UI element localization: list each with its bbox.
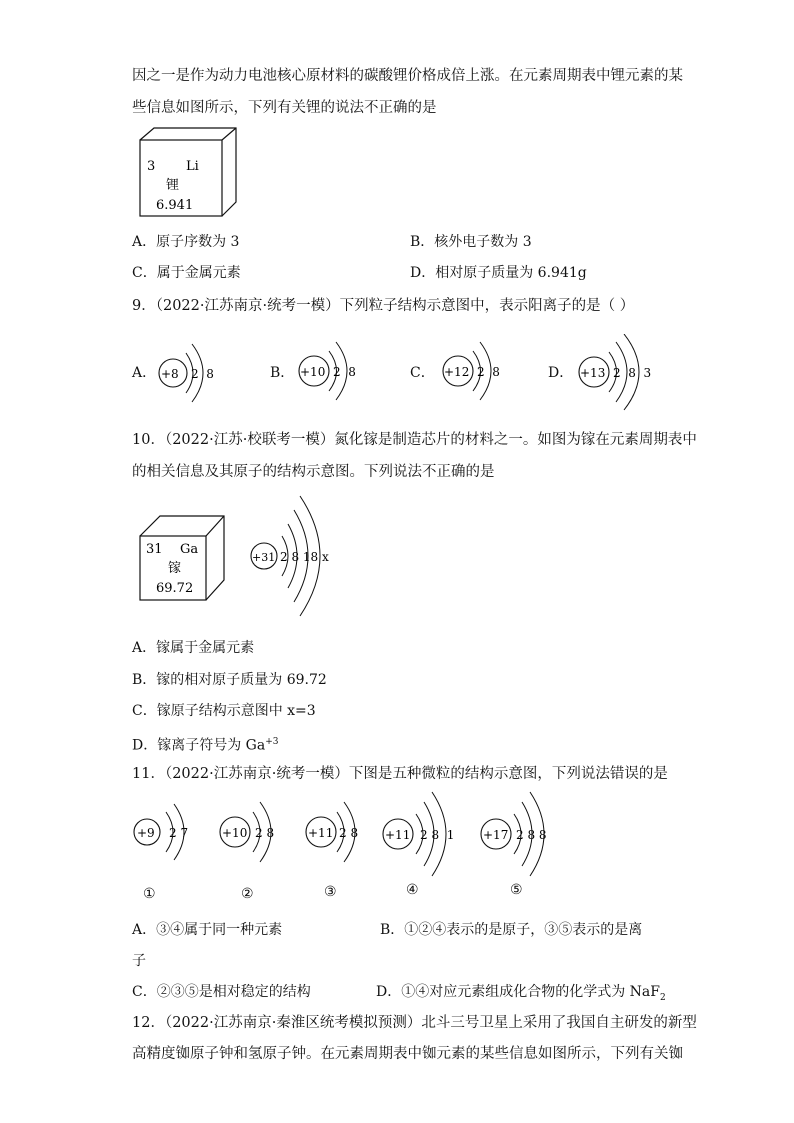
q11-option-d: D．①④对应元素组成化合物的化学式为 NaF$_2$ — [376, 984, 666, 1003]
svg-text:+10: +10 — [300, 365, 326, 379]
svg-text:2 8 1: 2 8 1 — [420, 828, 455, 842]
ga-name: 镓 — [168, 561, 182, 576]
svg-text:2 8 3: 2 8 3 — [613, 366, 652, 380]
q11-option-c: C．②③⑤是相对稳定的结构 — [132, 984, 311, 1000]
q8-option-a: A．原子序数为 3 — [132, 234, 240, 250]
svg-text:+17: +17 — [483, 828, 509, 842]
q11-particle-2 — [218, 800, 288, 864]
li-atomic-number: 3 — [147, 159, 156, 174]
q11-label-2: ② — [241, 886, 254, 902]
q10-stem-line-2: 的相关信息及其原子的结构示意图。下列说法不正确的是 — [132, 464, 495, 480]
q11-label-3: ③ — [324, 884, 337, 900]
q10-option-a: A．镓属于金属元素 — [132, 640, 255, 656]
svg-text:2 8 8: 2 8 8 — [516, 828, 547, 842]
svg-text:+11: +11 — [385, 828, 411, 842]
q10-stem-line-1: 10．（2022·江苏·校联考一模）氮化镓是制造芯片的材料之一。如图为镓在元素周期表中 — [132, 432, 697, 448]
svg-text:2 8: 2 8 — [333, 365, 356, 379]
svg-text:+31: +31 — [252, 551, 276, 564]
ga-element-card — [136, 514, 230, 604]
ga-atomic-number: 31 — [146, 542, 163, 557]
li-name: 锂 — [166, 178, 180, 193]
li-symbol: Li — [186, 159, 199, 174]
svg-text:2 8: 2 8 — [191, 367, 214, 381]
svg-text:+11: +11 — [308, 826, 334, 840]
q11-label-5: ⑤ — [510, 882, 523, 898]
q11-stem: 11．（2022·江苏南京·统考一模）下图是五种微粒的结构示意图，下列说法错误的是 — [132, 766, 668, 782]
q11-option-b: B．①②④表示的是原子，③⑤表示的是离 — [380, 922, 643, 938]
ga-mass: 69.72 — [156, 581, 194, 596]
q8-option-b: B．核外电子数为 3 — [410, 234, 532, 250]
q12-stem-line-2: 高精度铷原子钟和氢原子钟。在元素周期表中铷元素的某些信息如图所示，下列有关铷 — [132, 1046, 683, 1062]
q8-option-c: C．属于金属元素 — [132, 265, 241, 281]
ga-symbol: Ga — [180, 542, 199, 557]
svg-text:2 8 18 x: 2 8 18 x — [280, 550, 329, 564]
q11-label-4: ④ — [406, 882, 419, 898]
svg-text:2 8: 2 8 — [255, 826, 275, 840]
q9-option-c-diagram — [440, 340, 510, 406]
li-element-card — [136, 126, 246, 220]
svg-text:+13: +13 — [580, 366, 606, 380]
q11-option-b-continued: 子 — [132, 953, 146, 969]
q8-option-d: D．相对原子质量为 6.941g — [410, 265, 587, 281]
svg-text:+8: +8 — [161, 367, 179, 381]
q11-particle-4 — [380, 790, 470, 878]
q9-option-b-label: B． — [270, 365, 295, 381]
q11-option-a: A．③④属于同一种元素 — [132, 922, 283, 938]
q9-option-a-diagram — [154, 340, 224, 406]
q11-label-1: ① — [143, 886, 156, 902]
intro-line-1: 因之一是作为动力电池核心原材料的碳酸锂价格成倍上涨。在元素周期表中锂元素的某 — [132, 68, 683, 84]
svg-text:+9: +9 — [137, 826, 155, 840]
q10-option-c: C．镓原子结构示意图中 x=3 — [132, 703, 316, 719]
svg-text:2 8: 2 8 — [339, 826, 359, 840]
q11-particle-1 — [132, 802, 202, 862]
q9-option-d-diagram — [576, 334, 672, 414]
ga-atom-structure — [248, 492, 348, 622]
q12-stem-line-1: 12．（2022·江苏南京·秦淮区统考模拟预测）北斗三号卫星上采用了我国自主研发的新型 — [132, 1015, 697, 1031]
q9-option-b-diagram — [296, 340, 366, 406]
q9-option-a-label: A． — [132, 365, 157, 381]
q11-particle-5 — [478, 790, 568, 878]
q10-option-d: D．镓离子符号为 $Ga^{+3}$ — [132, 737, 279, 754]
svg-text:2 8: 2 8 — [477, 365, 500, 379]
li-mass: 6.941 — [156, 198, 194, 213]
q10-option-b: B．镓的相对原子质量为 69.72 — [132, 672, 327, 688]
q11-particle-3 — [304, 800, 374, 864]
q9-option-c-label: C． — [410, 365, 435, 381]
q9-stem: 9．（2022·江苏南京·统考一模）下列粒子结构示意图中，表示阳离子的是（ ） — [132, 298, 635, 314]
svg-text:+12: +12 — [444, 365, 470, 379]
svg-text:+10: +10 — [222, 826, 248, 840]
intro-line-2: 些信息如图所示，下列有关锂的说法不正确的是 — [132, 100, 437, 116]
q9-option-d-label: D． — [548, 365, 574, 381]
svg-text:2 7: 2 7 — [169, 826, 189, 840]
